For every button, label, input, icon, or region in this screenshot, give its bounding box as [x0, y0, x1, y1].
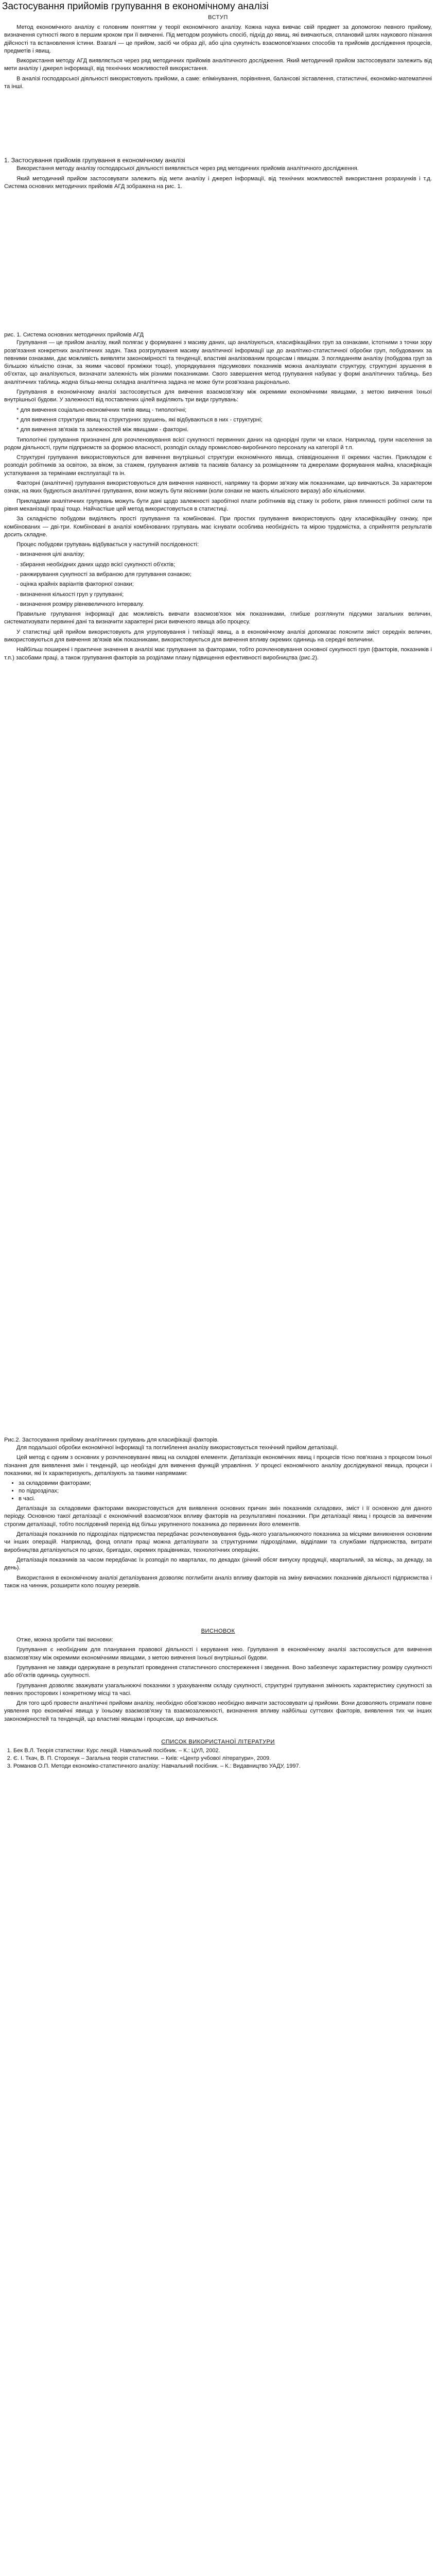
body-paragraph: Факторні (аналітичні) групування використовуються для вивчення наявності, напрямку та форми зв'язку між показниками, що вивчаються. За характером ознак, на яких будуються аналітичні групування, вони можуть бути якісними (коли ознаки не мають кількісного виразу) або кількісними. — [4, 480, 432, 495]
list-item: • за складовими факторами; — [19, 1480, 432, 1487]
body-paragraph: Правильне групування інформації дає можливість вивчати взаємозв'язок між показниками, глибше розглянути підсумки загальних величин, систематизувати первинні дані та визначити характерні риси вивченого явища або процесу. — [4, 611, 432, 625]
body-paragraph: За складністю побудови виділяють прості групування та комбіновані. При простих групування використовують одну класифікаційну ознаку, при комбінованих — дві-три. Комбіновані в аналізі комбінованих групувань має існувати особлива необхідність та мірою трудомістка, а сприйняття результатів досить складне. — [4, 516, 432, 538]
body-paragraph: Який методичний прийом застосовувати залежить від мети аналізу і джерел інформації, від технічних можливостей використання розрахунків і т.д. Система основних методичних прийомів АГД зображена на рис. 1. — [4, 175, 432, 190]
figure2-area — [0, 664, 436, 1437]
figure1-area — [0, 193, 436, 332]
body-paragraph: Групування дозволяє зважувати узагальнюючі показники з урахуванням складу сукупності, структурні групування змінюють характеристику сукупності за певних просторових і конкретному місці та часі. — [4, 1682, 432, 1697]
intro-paragraph: Метод економічного аналізу є головним поняттям у теорії економічного аналізу. Кожна наука вивчає свій предмет за допомогою певного прийому, визначення сутності якого в першим кроком при її вивченні. Під методом розуміють спосіб, підхід до явищ, які вивчаються, сплановий шлях наукового пізнання дійсності та встановлення істини. Взагалі — це прийом, засіб чи образ дії, або ціла сукупність взаємопов'язаних способів та прийомів дослідження процесів, предметів і явищ. — [4, 24, 432, 54]
body-paragraph: Використання методу аналізу господарської діяльності виявляється через ряд методичних прийомів аналітичного дослідження. — [16, 165, 359, 172]
body-paragraph: Отже, можна зробити такі висновки: — [16, 1637, 113, 1643]
body-paragraph: У статистиці цей прийом використовують для угруповування і типізації явищ, а в економічному аналізі допомагає пояснити зміст середніх величин, використовуються для вивчення зв'язків між показниками, використовуються для вивчення впливу окремих одиниць на середні величини. — [4, 629, 432, 643]
body-paragraph: Для того щоб провести аналітичні прийоми аналізу, необхідно обов'язково необхідно вивчати застосовувати ці прийоми. Вони дозволяють отримати повне уявлення про економічні явища у їхньому взаємозв'язку та взаємозалежності, визначення впливу найбільш суттєвих факторів, виявлення тих чи інших закономірностей та тенденцій, що властиві явищам і процесам, що вивчаються. — [4, 1700, 432, 1722]
list-line: - ранжирування сукупності за вибраною для групування ознакою; — [16, 571, 191, 578]
document-title: Застосування прийомів групування в економічному аналізі — [2, 1, 269, 12]
body-paragraph: Структурні групування використовуються для вивчення внутрішньої структури економічного явища, співвідношення її окремих частин. Прикладом є розподіл робітників за освітою, за віком, за стажем, групування активів та пасивів балансу за розміщенням та джерелами формування майна, класифікація устаткування за термінами експлуатації та ін. — [4, 454, 432, 477]
intro-paragraph: В аналізі господарської діяльності використовують прийоми, а саме: елімінування, порівняння, балансові зіставлення, статистичні, економіко-математичні та інші. — [4, 75, 432, 90]
body-paragraph: Деталізація показників по підрозділах підприємства передбачає розчленовування будь-якого узагальнюючого показника за місцями виникнення основним чи інших операцій. Наприклад, фонд оплати праці можна деталізувати за структурними підрозділами, відділами та службами підприємства, витрати виробництва деталізуються по цехах, бригадах, окремих працівниках, технологічних операціях. — [4, 1531, 432, 1553]
body-paragraph: Найбільш поширені і практичне значення в аналізі має групування за факторами, тобто розчленовування основної сукупності груп (факторів, показників і т.п.) засобами праці, а також групування факторів за розділами плану підвищення ефективності виробництва (рис.2). — [4, 647, 432, 661]
page-break-space — [0, 93, 436, 154]
body-paragraph: * для вивчення соціально-економічних типів явищ - типологічні; — [16, 406, 187, 413]
body-paragraph: Групування не завжди одержуване в результаті проведення статистичного спостереження і зведення. Воно забезпечує характеристику розміру сукупності або об'єктів одиниць сукупності. — [4, 1665, 432, 1679]
section1-body — [0, 165, 436, 191]
body-paragraph: Групування — це прийом аналізу, який полягає у формуванні з масиву даних, що аналізуються, класифікаційних груп за ознаками, істотними з точки зору розв'язання конкретних аналітичних задач. Така розгрупування масиву аналітичної інформації ще до аналітико-статистичної обробки груп, побудованих за певними ознаками, дає можливість виявляти закономірності та тенденції, властиві аналізованим процесам і явищам. З погляданням аналізу (побудова груп за більшою кількістю ознак, за якими часової проміжки тощо), упорядкування підсумкових показників можна аналізувати структуру, структурні зрушення в об'єктах, що аналізуються, визначати залежність між різними показниками. Свого завершення метод групування набуває у формі аналітичних таблиць. Без аналітичних таблиць жодна більш-менш складна аналітична задача не може бути розв'язана раціонально. — [4, 340, 432, 385]
body-paragraph: Для подальшої обробки економічної інформації та поглиблення аналізу використовується технічний прийом деталізації. — [16, 1444, 339, 1451]
body-paragraph: Прикладами аналітичних групувань можуть бути дані щодо залежності заробітної плати робітників від стажу їх роботи, рівня плинності робітної сили та рівня механізації праці тощо. Найчастіше цей метод використовується в статистиці. — [4, 498, 432, 512]
section1-heading: 1. Застосування прийомів групування в економічному аналізі — [4, 157, 185, 164]
intro-section — [0, 24, 436, 91]
list-line: - визначення цілі аналізу; — [16, 551, 85, 558]
direction-list — [19, 1480, 432, 1503]
body-paragraph: * для вивчення зв'язків та залежностей між явищами - факторні. — [16, 427, 189, 433]
references-list — [13, 1747, 432, 1770]
body-paragraph: Процес побудови групувань відбувається у наступній послідовності: — [16, 541, 199, 548]
section1-detail — [0, 1444, 436, 1590]
intro-heading: ВСТУП — [208, 14, 228, 21]
reference-item: 2. Є. І. Ткач, В. П. Сторожук – Загальна теорія статистики. – Київ: «Центр учбової літератури», 2009. — [13, 1755, 432, 1762]
section1-grouping — [0, 339, 436, 662]
figure1-caption: рис. 1. Система основних методичних прийомів АГД — [4, 332, 144, 338]
references-heading: СПИСОК ВИКОРИСТАНОЇ ЛІТЕРАТУРИ — [161, 1739, 275, 1745]
reference-item: 3. Романов О.П. Методи економіко-статистичного аналізу: Навчальний посібник. – К.: Видавництво УАДУ, 1997. — [13, 1762, 432, 1770]
figure2-caption: Рис.2. Застосування прийому аналітичних групувань для класифікації факторів. — [4, 1436, 219, 1443]
list-item: • по підрозділах; — [19, 1487, 432, 1495]
list-line: - визначення розміру рівневеличного інтервалу. — [16, 601, 144, 607]
references-section — [0, 1747, 436, 1770]
body-paragraph: Групування є необхідним для планування правової діяльності і керування нею. Групування в економічному аналізі застосовується для вивчення взаємозв'язку між окремими економічними явищами, з метою вивчення їхньої внутрішньої будови. — [4, 1647, 432, 1661]
body-paragraph: Цей метод є одним з основних у розчленовуванні явищ на складові елементи. Деталізація економічних явищ і процесів тісно пов'язана з процесом їхньої пізнання для виявлення змін і тенденцій, що необхідні для вивчення функцій управління. У процесі економічного аналізу досліджуваної явища, процеси і показники, які їх характеризують, деталізують за такими напрямами: — [4, 1454, 432, 1477]
list-line: - визначення кількості груп у групуванні; — [16, 591, 124, 598]
body-paragraph: Групування в економічному аналізі застосовується для вивчення взаємозв'язку між окремими економічними явищами, з метою вивчення їхньої внутрішньої будови. У залежності від поставлених цілей виділяють три види групувань: — [4, 389, 432, 403]
body-paragraph: Типологічні групування призначені для розчленовування всієї сукупності первинних даних на однорідні групи чи класи. Наприклад, групи населення за родом діяльності, групи підприємств за формою власності, розподіл складу промислово-виробничого персоналу на категорії й т.п. — [4, 436, 432, 451]
intro-paragraph: Використання методу АГД виявляється через ряд методичних прийомів аналітичного дослідження. Який методичний прийом застосовувати залежить від мети аналізу і джерел інформації, від технічних можливостей використання. — [4, 58, 432, 72]
list-line: - збирання необхідних даних щодо всієї сукупності об'єктів; — [16, 561, 176, 568]
list-line: - оцінка крайніх варіантів факторної ознаки; — [16, 581, 134, 588]
spacer — [0, 1725, 436, 1734]
list-item: • в часі. — [19, 1495, 432, 1503]
body-paragraph: * для вивчення структури явищ та структурних зрушень, які відбуваються в них - структурні; — [16, 416, 263, 423]
reference-item: 1. Бек В.Л. Теорія статистики: Курс лекцій. Навчальний посібник. – К.: ЦУЛ, 2002. — [13, 1747, 432, 1755]
spacer — [0, 1592, 436, 1623]
body-paragraph: Використання в економічному аналізі деталізування дозволяє поглибити аналіз впливу факторів на зміну вивчаємих показників діяльності підприємства і також на чинник, розширити коло пошуку резервів. — [4, 1574, 432, 1589]
body-paragraph: Деталізація показників за часом передбачає їх розподіл по кварталах, по декадах (річний обсяг випуску продукції, квартальний, за місяць, за декаду, за день). — [4, 1556, 432, 1571]
conclusion-heading: ВИСНОВОК — [201, 1628, 235, 1635]
conclusion-section — [0, 1636, 436, 1723]
body-paragraph: Деталізація за складовими факторами використовується для виявлення основних причин змін показників складових, зміст і її основною для даного періоду. Основною такої деталізації є економічний взаємозв'язок впливу факторів на результативні показники. При деталізації явищ і процесів за вивченим строгим деталізації, тобто послідовний перехід від більш укрупненого показника до первинних його елементів. — [4, 1505, 432, 1528]
